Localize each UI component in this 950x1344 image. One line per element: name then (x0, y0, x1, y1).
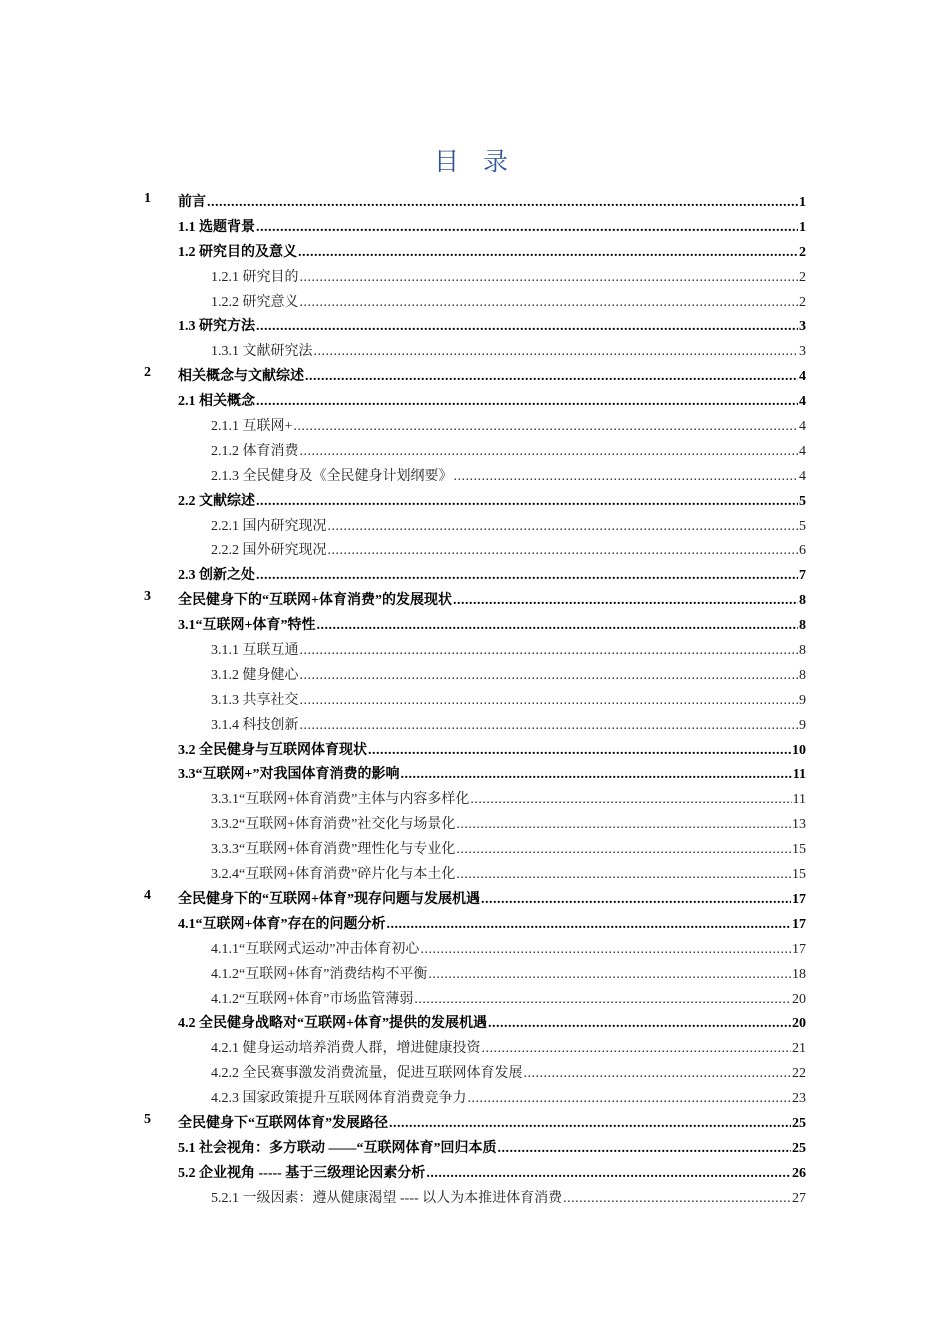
toc-page-number: 20 (792, 991, 806, 1007)
toc-entry-title: 1.2.1 研究目的 (211, 269, 299, 285)
toc-line (211, 266, 806, 286)
toc-page-number: 20 (792, 1016, 806, 1032)
dot-leader (453, 593, 798, 609)
toc-entry[interactable] (0, 760, 950, 785)
toc-line (211, 465, 806, 485)
toc-entry-title: 2.1 相关概念 (178, 394, 255, 410)
toc-entry[interactable] (0, 561, 950, 586)
dot-leader (300, 643, 799, 659)
toc-entry-title: 3.3.1“互联网+体育消费”主体与内容多样化 (211, 792, 470, 808)
dot-leader (456, 817, 791, 833)
table-of-contents (0, 188, 950, 1209)
toc-page-number: 6 (799, 543, 806, 559)
toc-page-number: 9 (799, 717, 806, 733)
dot-leader (456, 842, 791, 858)
toc-page-number: 8 (799, 643, 806, 659)
dot-leader (428, 967, 791, 983)
toc-entry-title: 1.2 研究目的及意义 (178, 244, 297, 260)
toc-entry-title: 前言 (178, 195, 206, 210)
toc-entry[interactable] (0, 213, 950, 238)
toc-line (178, 315, 806, 335)
toc-entry-title: 4.1“互联网+体育”存在的问题分析 (178, 916, 386, 932)
toc-line (178, 739, 806, 759)
dot-leader (300, 444, 799, 460)
toc-line (211, 988, 806, 1008)
toc-page-number: 4 (799, 369, 806, 385)
toc-entry[interactable] (0, 1059, 950, 1084)
dot-leader (316, 618, 798, 634)
toc-entry-title: 1.2.2 研究意义 (211, 294, 299, 310)
toc-entry[interactable] (0, 312, 950, 337)
toc-entry[interactable] (0, 636, 950, 661)
toc-line (178, 191, 806, 211)
toc-page-number: 26 (792, 1165, 806, 1181)
toc-entry-title: 3.1.1 互联互通 (211, 643, 299, 659)
toc-entry-title: 2.1.1 互联网+ (211, 419, 293, 435)
toc-line (211, 863, 806, 883)
toc-page-number: 7 (799, 568, 806, 584)
toc-entry[interactable] (0, 860, 950, 885)
toc-entry[interactable] (0, 337, 950, 362)
toc-line (211, 639, 806, 659)
toc-entry[interactable] (0, 1084, 950, 1109)
toc-page-number: 15 (792, 867, 806, 883)
dot-leader (420, 942, 791, 958)
toc-entry[interactable] (0, 238, 950, 263)
toc-page-number: 17 (792, 941, 806, 957)
toc-entry[interactable] (0, 487, 950, 512)
toc-line (178, 589, 806, 609)
toc-entry[interactable] (0, 686, 950, 711)
toc-entry[interactable] (0, 437, 950, 462)
toc-line (211, 963, 806, 983)
toc-entry-title: 2.2.1 国内研究现况 (211, 518, 327, 534)
toc-page-number: 25 (792, 1115, 806, 1131)
chapter-number: 3 (144, 589, 151, 605)
toc-page-number: 2 (799, 269, 806, 285)
toc-entry[interactable] (0, 711, 950, 736)
toc-entry-title: 3.1“互联网+体育”特性 (178, 618, 316, 634)
dot-leader (207, 195, 798, 211)
toc-page-number: 5 (799, 493, 806, 509)
toc-entry[interactable] (0, 785, 950, 810)
toc-entry[interactable] (0, 462, 950, 487)
toc-page-number: 17 (792, 891, 806, 907)
toc-page-number: 2 (799, 244, 806, 260)
dot-leader (426, 1166, 791, 1182)
toc-entry[interactable] (0, 512, 950, 537)
toc-entry-title: 3.3.3“互联网+体育消费”理性化与专业化 (211, 842, 456, 858)
toc-entry-title: 2.1.3 全民健身及《全民健身计划纲要》 (211, 468, 453, 484)
dot-leader (524, 1066, 792, 1082)
toc-page-number: 8 (799, 593, 806, 609)
toc-line (211, 440, 806, 460)
toc-page-number: 18 (792, 966, 806, 982)
toc-entry-title: 1.3 研究方法 (178, 319, 255, 335)
toc-entry[interactable] (0, 611, 950, 636)
dot-leader (368, 743, 791, 759)
toc-entry-title: 2.2 文献综述 (178, 493, 255, 509)
toc-entry-title: 2.1.2 体育消费 (211, 443, 299, 459)
toc-entry[interactable] (0, 1009, 950, 1034)
dot-leader (256, 494, 798, 510)
toc-page-number: 3 (799, 344, 806, 360)
toc-entry[interactable] (0, 885, 950, 910)
toc-line (178, 1012, 806, 1032)
toc-line (178, 763, 806, 783)
dot-leader (414, 992, 791, 1008)
toc-line (178, 614, 806, 634)
dot-leader (256, 568, 798, 584)
chapter-number: 4 (144, 887, 151, 903)
toc-entry[interactable] (0, 536, 950, 561)
toc-page-number: 15 (792, 842, 806, 858)
toc-entry-title: 2.3 创新之处 (178, 568, 255, 584)
toc-page-number: 1 (799, 195, 806, 210)
toc-page-number: 4 (799, 394, 806, 410)
dot-leader (454, 469, 799, 485)
toc-entry-title: 3.1.3 共享社交 (211, 692, 299, 708)
toc-page-number: 10 (792, 742, 806, 758)
toc-line (211, 838, 806, 858)
toc-page-number: 11 (792, 792, 806, 808)
dot-leader (300, 295, 799, 311)
toc-entry[interactable] (0, 188, 950, 213)
toc-line (211, 539, 806, 559)
dot-leader (482, 1041, 792, 1057)
toc-entry-title: 4.1.2“互联网+体育”消费结构不平衡 (211, 966, 428, 982)
chapter-number: 5 (144, 1111, 151, 1127)
toc-entry[interactable] (0, 263, 950, 288)
toc-line (211, 1087, 806, 1107)
dot-leader (300, 718, 799, 734)
toc-entry-title: 4.1.2“互联网+体育”市场监管薄弱 (211, 991, 414, 1007)
toc-page-number: 3 (799, 319, 806, 335)
dot-leader (293, 419, 798, 435)
dot-leader (328, 519, 799, 535)
toc-line (211, 1037, 806, 1057)
toc-entry[interactable] (0, 288, 950, 313)
toc-entry-title: 4.2.1 健身运动培养消费人群，增进健康投资 (211, 1041, 481, 1057)
toc-page-number: 21 (792, 1041, 806, 1057)
dot-leader (256, 394, 798, 410)
toc-page-number: 13 (792, 817, 806, 833)
toc-page-number: 22 (792, 1066, 806, 1082)
toc-entry[interactable] (0, 1134, 950, 1159)
toc-entry-title: 2.2.2 国外研究现况 (211, 543, 327, 559)
dot-leader (256, 319, 798, 335)
dot-leader (300, 270, 799, 286)
toc-entry[interactable] (0, 835, 950, 860)
toc-page-number: 4 (799, 419, 806, 435)
toc-entry[interactable] (0, 586, 950, 611)
toc-page-number: 4 (799, 468, 806, 484)
toc-page-number: 5 (799, 518, 806, 534)
toc-entry-title: 4.2 全民健身战略对“互联网+体育”提供的发展机遇 (178, 1016, 487, 1032)
toc-entry-title: 1.1 选题背景 (178, 219, 255, 235)
toc-entry[interactable] (0, 1159, 950, 1184)
toc-entry-title: 3.1.2 健身健心 (211, 667, 299, 683)
toc-entry[interactable] (0, 661, 950, 686)
dot-leader (389, 1116, 791, 1132)
toc-entry-title: 全民健身下的“互联网+体育”现存问题与发展机遇 (178, 891, 480, 907)
toc-line (178, 390, 806, 410)
toc-entry-title: 全民健身下“互联网体育”发展路径 (178, 1115, 388, 1131)
toc-entry-title: 5.2.1 一级因素：遵从健康渴望 ---- 以人为本推进体育消费 (211, 1190, 563, 1206)
toc-entry-title: 4.2.3 国家政策提升互联网体育消费竞争力 (211, 1091, 467, 1107)
toc-line (178, 564, 806, 584)
toc-entry-title: 相关概念与文献综述 (178, 369, 304, 385)
toc-line (211, 813, 806, 833)
toc-line (178, 490, 806, 510)
toc-line (211, 515, 806, 535)
toc-entry[interactable] (0, 985, 950, 1010)
toc-entry[interactable] (0, 935, 950, 960)
toc-entry-title: 5.2 企业视角 ----- 基于三级理论因素分析 (178, 1165, 426, 1181)
dot-leader (470, 792, 791, 808)
toc-entry-title: 5.1 社会视角：多方联动 ——“互联网体育”回归本质 (178, 1140, 497, 1156)
toc-entry-title: 全民健身下的“互联网+体育消费”的发展现状 (178, 593, 452, 609)
dot-leader (488, 1016, 791, 1032)
toc-entry[interactable] (0, 910, 950, 935)
dot-leader (563, 1191, 791, 1207)
toc-entry-title: 4.2.2 全民赛事激发消费流量，促进互联网体育发展 (211, 1066, 523, 1082)
toc-title: 目 录 (434, 147, 516, 176)
dot-leader (305, 369, 798, 385)
toc-entry-title: 3.3“互联网+”对我国体育消费的影响 (178, 767, 400, 783)
toc-line (211, 415, 806, 435)
toc-entry[interactable] (0, 1109, 950, 1134)
toc-line (211, 1187, 806, 1207)
toc-line (178, 1162, 806, 1182)
toc-page-number: 23 (792, 1091, 806, 1107)
dot-leader (456, 867, 791, 883)
toc-line (211, 291, 806, 311)
toc-entry-title: 1.3.1 文献研究法 (211, 344, 313, 360)
toc-page-number: 27 (792, 1190, 806, 1206)
toc-line (211, 1062, 806, 1082)
toc-entry-title: 3.3.2“互联网+体育消费”社交化与场景化 (211, 817, 456, 833)
dot-leader (498, 1141, 792, 1157)
dot-leader (300, 693, 799, 709)
toc-entry-title: 3.2 全民健身与互联网体育现状 (178, 742, 367, 758)
dot-leader (400, 767, 791, 783)
toc-line (178, 365, 806, 385)
toc-line (211, 788, 806, 808)
chapter-number: 1 (144, 191, 151, 206)
toc-line (178, 216, 806, 236)
dot-leader (386, 917, 791, 933)
toc-entry[interactable] (0, 1034, 950, 1059)
toc-line (211, 714, 806, 734)
toc-entry[interactable] (0, 362, 950, 387)
toc-entry-title: 3.2.4“互联网+体育消费”碎片化与本土化 (211, 867, 456, 883)
dot-leader (468, 1091, 792, 1107)
toc-entry[interactable] (0, 810, 950, 835)
toc-entry-title: 3.1.4 科技创新 (211, 717, 299, 733)
toc-entry[interactable] (0, 412, 950, 437)
toc-line (211, 664, 806, 684)
dot-leader (256, 220, 798, 236)
toc-line (211, 340, 806, 360)
toc-line (178, 241, 806, 261)
dot-leader (298, 245, 798, 261)
toc-entry[interactable] (0, 960, 950, 985)
toc-page-number: 11 (792, 767, 806, 783)
toc-entry[interactable] (0, 1184, 950, 1209)
toc-page-number: 8 (799, 667, 806, 683)
toc-page-number: 2 (799, 294, 806, 310)
toc-page-number: 17 (792, 916, 806, 932)
toc-line (211, 689, 806, 709)
toc-entry[interactable] (0, 387, 950, 412)
toc-page-number: 1 (799, 219, 806, 235)
dot-leader (314, 344, 799, 360)
dot-leader (481, 892, 791, 908)
toc-page-number: 25 (792, 1140, 806, 1156)
toc-page-number: 8 (799, 618, 806, 634)
dot-leader (300, 668, 799, 684)
toc-line (178, 913, 806, 933)
toc-page-number: 9 (799, 692, 806, 708)
toc-line (178, 1112, 806, 1132)
toc-line (178, 1137, 806, 1157)
toc-line (211, 938, 806, 958)
toc-entry-title: 4.1.1“互联网式运动”冲击体育初心 (211, 941, 420, 957)
toc-entry[interactable] (0, 736, 950, 761)
dot-leader (328, 543, 799, 559)
toc-page-number: 4 (799, 443, 806, 459)
toc-line (178, 888, 806, 908)
chapter-number: 2 (144, 365, 151, 381)
